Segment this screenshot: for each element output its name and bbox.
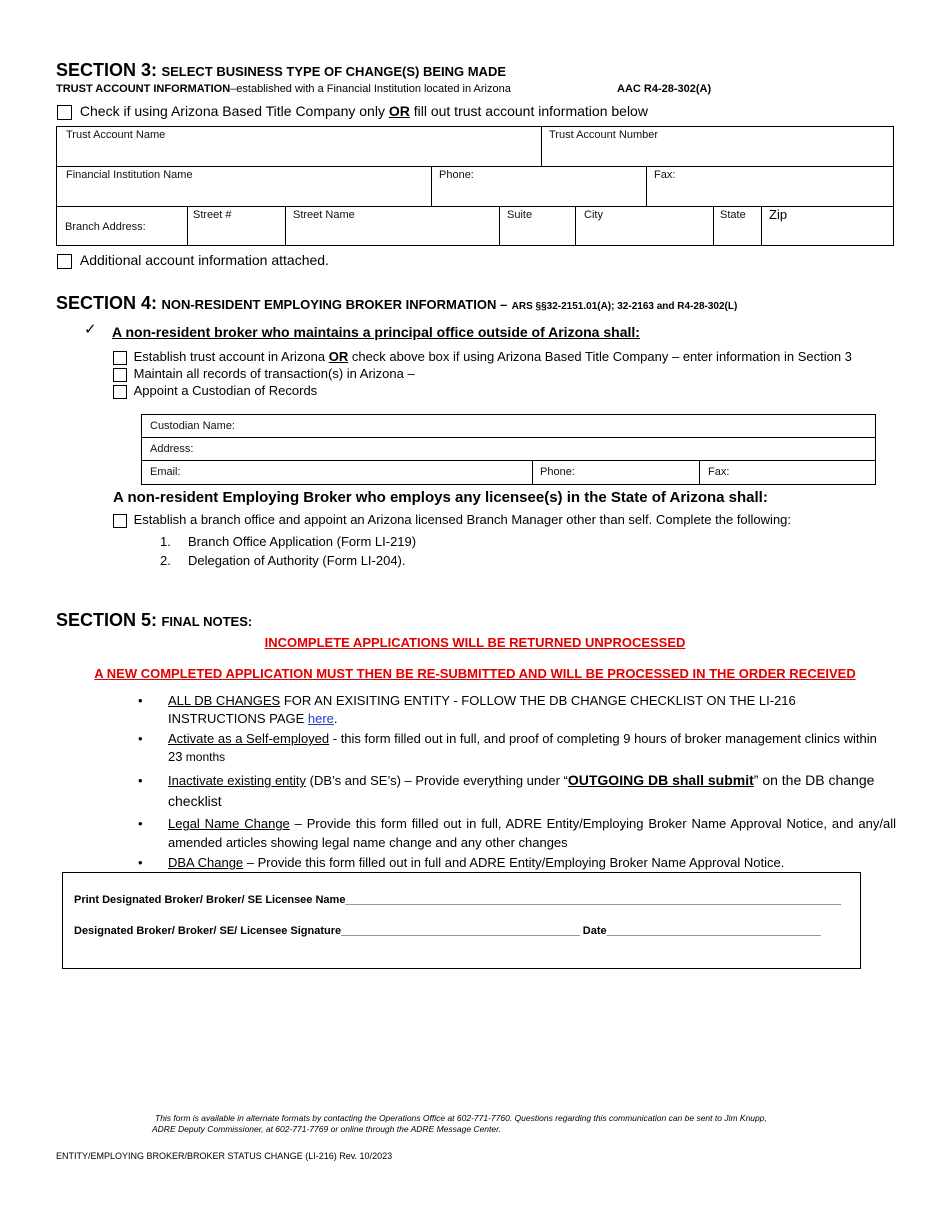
note-3-bold: OUTGOING DB shall submit [567, 772, 754, 788]
footer-line-2: ADRE Deputy Commissioner, at 602-771-7769 or online through the ADRE Message Center. [152, 1124, 501, 1134]
title-company-label-or: OR [388, 103, 410, 119]
signature-box [62, 872, 861, 969]
trust-account-info-line [56, 83, 511, 95]
section-3-subheading: SELECT BUSINESS TYPE OF CHANGE(S) BEING MADE [161, 64, 507, 79]
note-4-underlined: Legal Name Change [168, 816, 290, 831]
item-1-text-a: Establish trust account in Arizona [133, 349, 329, 364]
section-3-header [56, 60, 506, 81]
financial-institution-name-field[interactable]: Financial Institution Name [66, 169, 193, 181]
street-name-field[interactable]: Street Name [293, 209, 355, 221]
numbered-item-2 [160, 553, 406, 568]
note-2-text: - this form filled out in full, and proof of completing 9 hours of broker management clinics within [329, 731, 877, 746]
final-note-3: • Inactivate existing entity (DB’s and SE’s) – Provide everything under “OUTGOING DB shall submit” on the DB change checklist [138, 772, 875, 809]
numbered-1-num: 1. [160, 534, 171, 549]
trust-account-number-field[interactable]: Trust Account Number [549, 129, 659, 141]
section-4-heading: SECTION 4: [56, 293, 158, 313]
suite-field[interactable]: Suite [507, 209, 533, 221]
institution-phone-field[interactable]: Phone: [439, 169, 474, 181]
resubmit-warning: A NEW COMPLETED APPLICATION MUST THEN BE RE-SUBMITTED AND WILL BE PROCESSED IN THE ORDER RECEIVED [94, 666, 856, 681]
section-4-item-3 [113, 383, 317, 399]
note-1-text: FOR AN EXISITING ENTITY - FOLLOW THE DB CHANGE CHECKLIST ON THE LI-216 INSTRUCTIONS PAGE [168, 693, 796, 726]
item-2-text: Maintain all records of transaction(s) in Arizona – [133, 366, 415, 381]
final-note-1: • ALL DB CHANGES FOR AN EXISITING ENTITY - FOLLOW THE DB CHANGE CHECKLIST ON THE LI-216 INSTRUCTIONS PAGE here. [138, 693, 796, 726]
principal-office-title: A non-resident broker who maintains a principal office outside of Arizona shall: [112, 324, 640, 340]
note-4-text: – Provide this form filled out in full, ADRE Entity/Employing Broker Name Approval Notice, and any/all amended articles showing legal name change and any other changes [168, 816, 896, 850]
item-1-text-b: check above box if using Arizona Based Title Company – enter information in Section 3 [348, 349, 852, 364]
item-3-text: Appoint a Custodian of Records [133, 383, 318, 398]
zip-field[interactable]: Zip [769, 207, 788, 222]
incomplete-warning: INCOMPLETE APPLICATIONS WILL BE RETURNED UNPROCESSED [264, 635, 686, 650]
note-2-end: months [182, 750, 226, 764]
form-identifier: ENTITY/EMPLOYING BROKER/BROKER STATUS CHANGE (LI-216) Rev. 10/2023 [56, 1151, 393, 1161]
note-1-underlined: ALL DB CHANGES [168, 693, 281, 708]
section-5-subheading: FINAL NOTES: [161, 614, 253, 629]
employs-licensee-title: A non-resident Employing Broker who employs any licensee(s) in the State of Arizona shall: [113, 489, 768, 506]
note-1-end: . [333, 711, 338, 726]
note-5-underlined: DBA Change [168, 855, 244, 870]
state-field[interactable]: State [720, 209, 746, 221]
item-1-or: OR [328, 349, 349, 364]
note-3-text: (DB’s and SE’s) – Provide everything under “ [306, 773, 568, 788]
trust-account-checkbox[interactable] [113, 351, 127, 365]
trust-account-info-desc: –established with a Financial Institution located in Arizona [230, 83, 511, 95]
print-name-line[interactable]: Print Designated Broker/ Broker/ SE Licensee Name_________________________________________________________________________________ [74, 894, 841, 906]
trust-account-table [56, 126, 894, 246]
title-company-label-b: fill out trust account information below [409, 103, 648, 119]
alternate-formats-note [152, 1113, 852, 1135]
section-3-reference: AAC R4-28-302(A) [617, 83, 712, 95]
section-4-subheading: NON-RESIDENT EMPLOYING BROKER INFORMATION – [161, 297, 508, 312]
signature-date-line[interactable]: Designated Broker/ Broker/ SE/ Licensee Signature_______________________________________ Date___________________________________ [74, 925, 821, 937]
note-2-num: 23 [168, 749, 183, 764]
title-company-check-row [57, 103, 648, 120]
custodian-name-field[interactable]: Custodian Name: [150, 420, 235, 432]
branch-office-checkbox[interactable] [113, 514, 127, 528]
section-4-item-2 [113, 366, 415, 382]
title-company-checkbox[interactable] [57, 105, 72, 120]
branch-office-text: Establish a branch office and appoint an Arizona licensed Branch Manager other than self. Complete the following: [133, 512, 792, 527]
note-5-text: – Provide this form filled out in full and ADRE Entity/Employing Broker Name Approval Notice. [243, 855, 785, 870]
final-note-4: • Legal Name Change – Provide this form filled out in full, ADRE Entity/Employing Broker Name Approval Notice, and any/all amended articles showing legal name change and any other changes [138, 816, 896, 850]
numbered-2-num: 2. [160, 553, 171, 568]
trust-account-info-label: TRUST ACCOUNT INFORMATION [56, 83, 231, 95]
section-4-item-1 [113, 349, 852, 365]
checkmark-icon: ✓ [84, 321, 97, 338]
final-note-5: • DBA Change – Provide this form filled out in full and ADRE Entity/Employing Broker Name Approval Notice. [138, 855, 785, 870]
section-4-reference: ARS §§32-2151.01(A); 32-2163 and R4-28-302(L) [511, 301, 738, 312]
title-company-label-a: Check if using Arizona Based Title Company only [79, 103, 389, 119]
section-4-header [56, 293, 737, 314]
final-notes-list [140, 692, 896, 872]
note-2-underlined: Activate as a Self-employed [168, 731, 330, 746]
additional-info-checkbox[interactable] [57, 254, 72, 269]
custodian-address-field[interactable]: Address: [150, 443, 194, 455]
section-3-heading: SECTION 3: [56, 60, 158, 80]
institution-fax-field[interactable]: Fax: [654, 169, 676, 181]
footer-line-1: This form is available in alternate formats by contacting the Operations Office at 602-771-7760. Questions regarding this communication can be sent to Jim Knupp, [155, 1113, 767, 1123]
numbered-2-text: Delegation of Authority (Form LI-204). [188, 553, 406, 568]
additional-info-row [57, 252, 329, 269]
section-5-header [56, 610, 252, 631]
custodian-fax-field[interactable]: Fax: [708, 466, 730, 478]
note-3-underlined: Inactivate existing entity [168, 773, 307, 788]
maintain-records-checkbox[interactable] [113, 368, 127, 382]
street-number-field[interactable]: Street # [193, 209, 232, 221]
section-5-heading: SECTION 5: [56, 610, 158, 630]
trust-account-name-field[interactable]: Trust Account Name [66, 129, 166, 141]
note-3-end: ” on the DB change checklist [168, 772, 875, 809]
final-note-2: • Activate as a Self-employed - this form filled out in full, and proof of completing 9 hours of broker management clinics within 23 months [138, 731, 877, 764]
branch-address-label: Branch Address: [65, 221, 146, 233]
checklist-link[interactable]: here [307, 711, 334, 726]
branch-office-item [113, 512, 791, 528]
custodian-email-field[interactable]: Email: [150, 466, 181, 478]
custodian-checkbox[interactable] [113, 385, 127, 399]
numbered-1-text: Branch Office Application (Form LI-219) [188, 534, 417, 549]
numbered-item-1 [160, 534, 417, 549]
custodian-table [141, 414, 876, 485]
custodian-phone-field[interactable]: Phone: [540, 466, 575, 478]
additional-info-label: Additional account information attached. [79, 252, 329, 268]
city-field[interactable]: City [584, 209, 603, 221]
